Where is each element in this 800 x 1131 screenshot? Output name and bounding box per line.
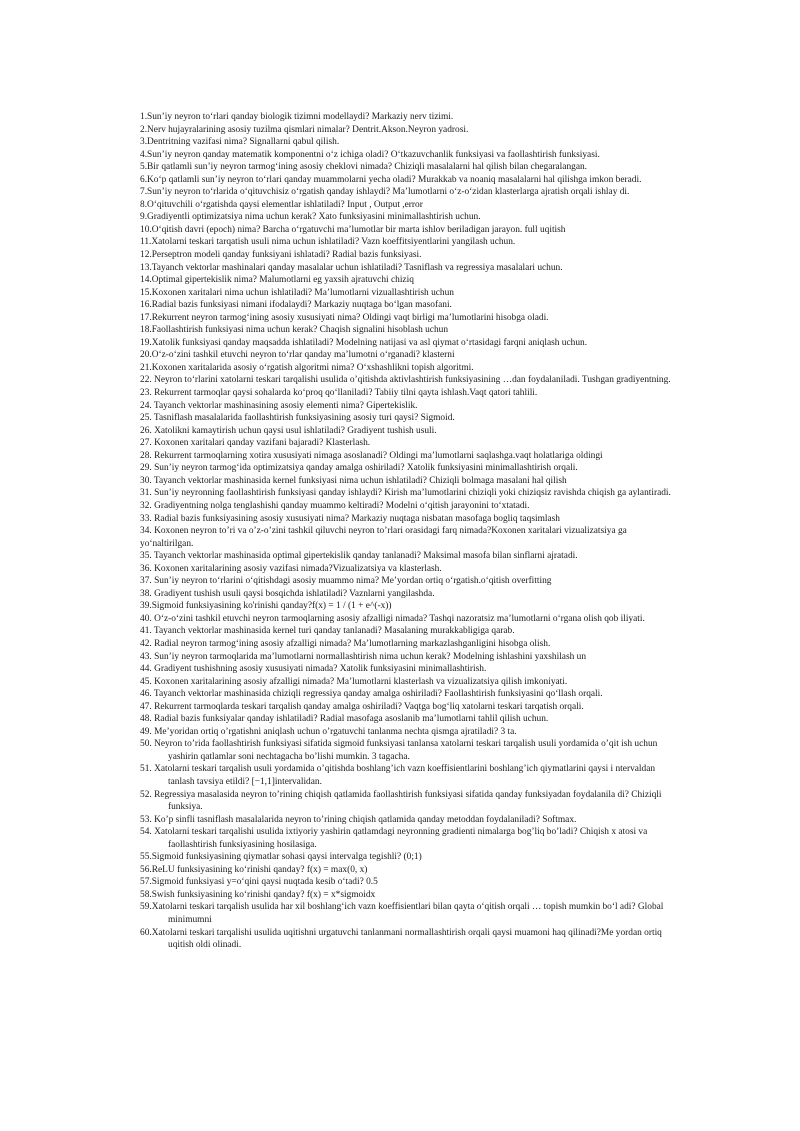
question-48: 48. Radial bazis funksiyalar qanday ishlatiladi? Radial masofaga asoslanib ma’lumotlarni tahlil qilish uchun. — [140, 714, 549, 725]
question-30: 30. Tayanch vektorlar mashinasida kernel funksiyasi nima uchun ishlatiladi? Chiziqli bolmaga masalani hal qilish — [140, 475, 567, 486]
question-14: 14.Optimal gipertekislik nima? Malumotlarni eg yaxsih ajratuvchi chiziq — [140, 275, 414, 286]
question-11: 11.Xatolarni teskari tarqatish usuli nima uchun ishlatiladi? Vazn koeffitsiyentlarini yangilash uchun. — [140, 237, 516, 248]
question-31: 31. Sun’iy neyronning faollashtirish funksiyasi qanday ishlaydi? Kirish ma’lumotlarini chiziqli yoki chiziqsiz ravishda chiqish ga aylantiradi. — [140, 488, 671, 499]
question-21: 21.Koxonen xaritalarida asosiy o‘rgatish algoritmi nima? O‘xshashlikni topish algoritmi. — [140, 362, 474, 373]
question-55: 55.Sigmoid funksiyasining qiymatlar sohasi qaysi intervalga tegishli? (0;1) — [140, 852, 422, 863]
question-7: 7.Sun’iy neyron to‘rlarida o‘qituvchisiz o‘rgatish qanday ishlaydi? Ma’lumotlarni o‘z-o‘zidan klasterlarga ajratish orqali ishlay di. — [140, 187, 630, 198]
question-59: 59.Xatolarni teskari tarqalish usulida har xil boshlang‘ich vazn koeffisientlari bilan qayta o‘qitish orqali … topish mumkin bo‘l adi? Global minimumni — [140, 902, 664, 925]
question-35: 35. Tayanch vektorlar mashinasida optimal gipertekislik qanday tanlanadi? Maksimal masofa bilan sinflarni ajratadi. — [140, 551, 578, 562]
question-46: 46. Tayanch vektorlar mashinasida chiziqli regressiya qanday amalga oshiriladi? Faollashtirish funksiyasini qo‘llash orqali. — [140, 689, 603, 700]
question-52: 52. Regressiya masalasida neyron to’rining chiqish qatlamida faollashtirish funksiyasi sifatida qanday funksiyadan foydalanila di? Chiziqli funksiya. — [140, 789, 662, 813]
question-44: 44. Gradiyent tushishning asosiy xususiyati nimada? Xatolik funksiyasini minimallashtirish. — [140, 664, 487, 675]
question-43: 43. Sun’iy neyron tarmoqlarida ma’lumotlarni normallashtirish nima uchun kerak? Modelning ishlashini yaxshilash un — [140, 651, 587, 662]
question-40: 40. O‘z-o‘zini tashkil etuvchi neyron tarmoqlarning asosiy afzalligi nimada? Tashqi nazoratsiz ma’lumotlarni o‘rgana olish qob iliyati. — [140, 613, 645, 624]
question-56: 56.ReLU funksiyasining ko‘rinishi qanday? f(x) = max(0, x) — [140, 864, 368, 875]
question-60: 60.Xatolarni teskari tarqalishi usulida uqitishni urgatuvchi tanlanmani normallashtirish orqali qaysi muamoni haq qilinadi?Me yordan ortiq uqitish oldi olinadi. — [140, 927, 662, 951]
question-33: 33. Radial bazis funksiyasining asosiy xususiyati nima? Markaziy nuqtaga nisbatan masofaga bogliq taqsimlash — [140, 513, 560, 524]
question-24: 24. Tayanch vektorlar mashinasining asosiy elementi nima? Gipertekislik. — [140, 400, 418, 411]
question-4: 4.Sun’iy neyron qanday matematik komponentni o‘z ichiga oladi? O‘tkazuvchanlik funksiyasi va faollashtirish funksiyasi. — [140, 149, 600, 160]
question-51: 51. Xatolarni teskari tarqalish usuli yordamida o’qitishda boshlang’ich vazn koeffisientlarini boshlang’ich qiymatlarini qaysi i ntervaldan tanlash tavsiya etildi? [−1,1]intervalidan. — [140, 764, 656, 787]
question-54: 54. Xatolarni teskari tarqalishi usulida ixtiyoriy yashirin qatlamdagi neyronning gradienti nimalarga bog’liq bo’ladi? Chiqish x atosi va faollashtirish funksiyasining hosilasiga. — [140, 827, 648, 850]
question-3: 3.Dentritning vazifasi nima? Signallarni qabul qilish. — [140, 137, 340, 148]
question-49: 49. Me’yoridan ortiq o’rgatishni aniqlash uchun o’rgatuvchi tanlanma nechta qismga ajratiladi? 3 ta. — [140, 726, 517, 737]
question-10: 10.O‘qitish davri (epoch) nima? Barcha o‘rgatuvchi ma’lumotlar bir marta ishlov beriladigan jarayon. full uqitish — [140, 224, 566, 235]
question-20: 20.O‘z-o‘zini tashkil etuvchi neyron to‘rlar qanday ma’lumotni o‘rganadi? klasterni — [140, 350, 455, 361]
question-8: 8.O‘qituvchili o‘rgatishda qaysi elementlar ishlatiladi? Input , Output ,error — [140, 199, 423, 210]
question-32: 32. Gradiyentning nolga tenglashishi qanday muammo keltiradi? Modelni o‘qitish jarayonini to‘xtatadi. — [140, 500, 530, 511]
question-38: 38. Gradiyent tushish usuli qaysi bosqichda ishlatiladi? Vaznlarni yangilashda. — [140, 588, 435, 599]
question-28: 28. Rekurrent tarmoqlarning xotira xususiyati nimaga asoslanadi? Oldingi ma’lumotlarni saqlashga.vaqt holatlariga oldingi — [140, 450, 603, 461]
document-page — [140, 111, 680, 952]
question-15: 15.Koxonen xaritalari nima uchun ishlatiladi? Ma’lumotlarni vizuallashtirish uchun — [140, 287, 454, 298]
question-57: 57.Sigmoid funksiyasi y=o‘qini qaysi nuqtada kesib o‘tadi? 0.5 — [140, 877, 378, 888]
question-5: 5.Bir qatlamli sun’iy neyron tarmog‘ining asosiy cheklovi nimada? Chiziqli masalalarni hal qilish bilan chegaralangan. — [140, 162, 588, 173]
question-37: 37. Sun’iy neyron to‘rlarini o‘qitishdagi asosiy muammo nima? Me’yordan ortiq o‘rgatish.o‘qitish overfitting — [140, 576, 552, 587]
question-19: 19.Xatolik funksiyasi qanday maqsadda ishlatiladi? Modelning natijasi va asl qiymat o‘rtasidagi farqni aniqlash uchun. — [140, 337, 588, 348]
question-18: 18.Faollashtirish funksiyasi nima uchun kerak? Chaqish signalini hisoblash uchun — [140, 325, 449, 336]
question-41: 41. Tayanch vektorlar mashinasida kernel turi qanday tanlanadi? Masalaning murakkabligiga qarab. — [140, 626, 515, 637]
question-16: 16.Radial bazis funksiyasi nimani ifodalaydi? Markaziy nuqtaga bo‘lgan masofani. — [140, 300, 452, 311]
question-36: 36. Koxonen xaritalarining asosiy vazifasi nimada?Vizualizatsiya va klasterlash. — [140, 563, 442, 574]
question-47: 47. Rekurrent tarmoqlarda teskari tarqalish qanday amalga oshiriladi? Vaqtga bog‘liq xatolarni teskari tarqatish orqali. — [140, 701, 584, 712]
question-58: 58.Swish funksiyasining ko‘rinishi qanday? f(x) = x*sigmoidx — [140, 889, 376, 900]
question-12: 12.Perseptron modeli qanday funksiyani ishlatadi? Radial bazis funksiyasi. — [140, 250, 422, 261]
question-27: 27. Koxonen xaritalari qanday vazifani bajaradi? Klasterlash. — [140, 438, 371, 449]
question-23: 23. Rekurrent tarmoqlar qaysi sohalarda ko‘proq qo‘llaniladi? Tabiiy tilni qayta ishlash.Vaqt qatori tahlili. — [140, 388, 538, 399]
question-17: 17.Rekurrent neyron tarmog‘ining asosiy xususiyati nima? Oldingi vaqt birligi ma’lumotlarini hisobga oladi. — [140, 312, 549, 323]
question-9: 9.Gradiyentli optimizatsiya nima uchun kerak? Xato funksiyasini minimallashtirish uchun. — [140, 212, 481, 223]
question-39: 39.Sigmoid funksiyasining ko'rinishi qanday?f(x) = 1 / (1 + e^(-x)) — [140, 601, 392, 612]
question-42: 42. Radial neyron tarmog‘ining asosiy afzalligi nimada? Ma’lumotlarning markazlashganligini hisobga olish. — [140, 638, 551, 649]
question-50: 50. Neyron to’rida faollashtirish funksiyasi sifatida sigmoid funksiyasi tanlansa xatolarni teskari tarqalish usuli yordamida o’qit ish uchun yashirin qatlamlar soni nechtagacha bo’lishi mumkin. 3 tagacha. — [140, 739, 658, 762]
question-29: 29. Sun’iy neyron tarmog‘ida optimizatsiya qanday amalga oshiriladi? Xatolik funksiyasini minimallashtirish orqali. — [140, 463, 578, 474]
question-1: 1.Sun’iy neyron to‘rlari qanday biologik tizimni modellaydi? Markaziy nerv tizimi. — [140, 112, 454, 122]
question-53: 53. Ko’p sinfli tasniflash masalalarida neyron to’rining chiqish qatlamida qanday metoddan foydalaniladi? Softmax. — [140, 814, 577, 825]
question-25: 25. Tasniflash masalalarida faollashtirish funksiyasining asosiy turi qaysi? Sigmoid. — [140, 413, 455, 424]
question-45: 45. Koxonen xaritalarining asosiy afzalligi nimada? Ma’lumotlarni klasterlash va vizualizatsiya qilish imkoniyati. — [140, 676, 568, 687]
question-6: 6.Ko‘p qatlamli sun’iy neyron to‘rlari qanday muammolarni yecha oladi? Murakkab va noaniq masalalarni hal qilishga imkon beradi. — [140, 174, 642, 185]
question-22: 22. Neyron to‘rlarini xatolarni teskari tarqalishi usulida o’qitishda aktivlashtirish funksiyasining …dan foydalaniladi. Tushgan gradiyentning. — [140, 375, 671, 386]
question-13: 13.Tayanch vektorlar mashinalari qanday masalalar uchun ishlatiladi? Tasniflash va regressiya masalalari uchun. — [140, 262, 563, 273]
question-26: 26. Xatolikni kamaytirish uchun qaysi usul ishlatiladi? Gradiyent tushish usuli. — [140, 425, 437, 436]
question-2: 2.Nerv hujayralarining asosiy tuzilma qismlari nimalar? Dentrit.Akson.Neyron yadrosi. — [140, 124, 469, 135]
question-34: 34. Koxonen neyron to’ri va o’z-o’zini tashkil qiluvchi neyron to’rlari orasidagi farq nimada?Koxonen xaritalari vizualizatsiya ga yo‘naltirilgan. — [140, 526, 627, 549]
